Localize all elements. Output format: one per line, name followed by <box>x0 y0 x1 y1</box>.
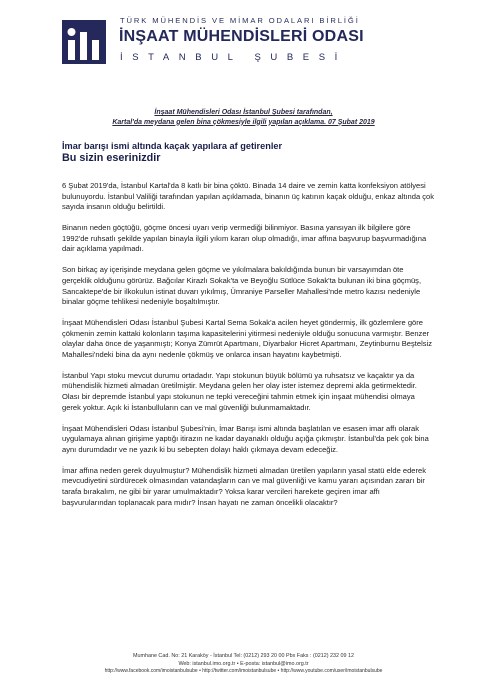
paragraph: İstanbul Yapı stoku mevcut durumu ortadadır. Yapı stokunun büyük bölümü ya ruhsatsız ve kaçaktır ya da mühendislik hizmeti almadan üretilmiştir. Meydana gelen her olay ister istemez depremi akla getirmektedir. Olası bir depremde İstanbul yapı stokunun ne tepki vereceğini tahmin etmek için inşaat mühendisi olmaya gerek yoktur. Açık ki İstanbulluların can ve mal güvenliği bulunmamaktadır. <box>62 370 417 412</box>
letterhead <box>60 14 440 74</box>
notice-line-2: Kartal'da meydana gelen bina çökmesiyle ilgili yapılan açıklama. 07 Şubat 2019 <box>112 118 375 126</box>
notice-line-1: İnşaat Mühendisleri Odası İstanbul Şubesi tarafından, <box>154 109 333 116</box>
imo-logo-icon <box>60 18 108 66</box>
footer-web: Web: istanbul.imo.org.tr • E-posta: istanbul@imo.org.tr <box>178 660 309 667</box>
paragraph: Binanın neden göçtüğü, göçme öncesi uyarı verip vermediği bilinmiyor. Basına yansıyan ilk bilgilere göre 1992'de ruhsatlı şekilde yapılan binayla ilgili yıkım kararı olup olmadığı, imar affına başvurup başvurmadığına dair açıklama yapılmadı. <box>62 223 427 254</box>
footer-address: Mumhane Cad. No: 21 Karaköy - İstanbul Tel: (0212) 293 20 00 Pbx Faks : (0212) 232 09 12 <box>132 653 355 659</box>
paragraph: 6 Şubat 2019'da, İstanbul Kartal'da 8 katlı bir bina çöktü. Binada 14 daire ve zemin katta konfeksiyon atölyesi bulunuyordu. İstanbul Valiliği tarafından yapılan açıklamada, binanın üç katının kaçak olduğu, enkaz altında çok sayıda insanın olduğu belirtildi. <box>62 181 434 212</box>
branch-name: İSTANBUL ŞUBESİ <box>120 52 347 63</box>
statement-title: İmar barışı ismi altında kaçak yapılara af getirenler <box>62 141 283 151</box>
footer-social-links: http://www.facebook.com/imoistanbulsube • http://twitter.com/imoistanbulsube • http://www.youtube.com/user/imoistanbulsube <box>104 668 383 675</box>
union-name: TÜRK MÜHENDİS VE MİMAR ODALARI BİRLİĞİ <box>120 16 360 25</box>
statement-notice <box>0 108 487 127</box>
paragraph: Son birkaç ay içerişinde meydana gelen göçme ve yıkılmalara bakıldığında bunun bir varsayımdan öte gerçeklik olduğunu görürüz. Bağcılar Kirazlı Sokak'ta ve Beyoğlu Sütlüce Sokak'ta bulunan iki bina göçmüş, Sancaktepe'de bir ilkokulun istinat duvarı yıkılmış, Ümraniye Parseller Mahallesi'nde metro kazısı nedeniyle binalar göçme tehlikesi nedeniyle boşaltılmıştır. <box>62 265 422 307</box>
footer <box>0 653 487 676</box>
paragraph: İnşaat Mühendisleri Odası İstanbul Şubesi Kartal Sema Sokak'a acilen heyet göndermiş, ilk gözlemlere göre çökmenin zemin kattaki kolonların taşıma kapasitelerini yitirmesi nedeniyle olduğu sonucuna varmıştır. Benzer olaylar daha önce de yaşanmıştı; Konya Zümrüt Apartmanı, Diyarbakır Hicret Apartmanı, Zeytinburnu Beştelsiz Mahallesi'ndeki bina da aynı nedenle çökmüş ve onlarca insan hayatını kaybetmişti. <box>62 318 432 359</box>
paragraph: İnşaat Mühendisleri Odası İstanbul Şubesi'nin, İmar Barışı ismi altında başlatılan ve esasen imar affı olarak uygulamaya alınan girişime yaptığı itirazın ne kadar dayanaklı olduğu açığa çıkmıştır. İstanbul'da pek çok bina aynı durumdadır ve ne yazık ki bu sebepten dolayı haklı çıkmaya devam edeceğiz. <box>62 423 429 454</box>
paragraph: İmar affına neden gerek duyulmuştur? Mühendislik hizmeti almadan üretilen yapıların yasal statü elde ederek mevcudiyetini sürdürecek olmasından vatandaşların can ve mal güvenliği ve kamu yararı açısından zararı bir tarafa bırakalım, ne gibi bir yarar umulmaktadır? Yoksa karar vercileri harekete geçiren imar affı başvurularından toplanacak para mıdır? İnsan hayatı ne zaman öncelikli olacaktır? <box>62 465 426 507</box>
chamber-name: İNŞAAT MÜHENDİSLERİ ODASI <box>119 28 364 45</box>
statement-body <box>62 181 435 519</box>
statement-subtitle: Bu sizin eserinizdir <box>62 152 161 164</box>
